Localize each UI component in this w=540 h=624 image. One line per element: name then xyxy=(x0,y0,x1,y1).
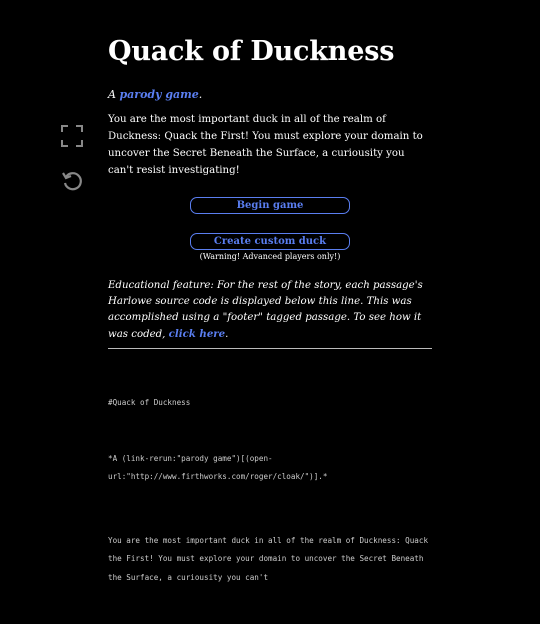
edu-suffix: . xyxy=(225,329,229,340)
intro-text: You are the most important duck in all of the realm of Duckness: Quack the First! You must explore your domain to uncover the Secret Beneath the Surface, a curiousity you can't resist investigating! xyxy=(108,114,423,176)
page-title: Quack of Duckness xyxy=(108,36,395,67)
parody-game-link[interactable]: parody game xyxy=(119,88,199,101)
source-line-tagline: *A (link-rerun:"parody game")[(open-url:"http://www.firthworks.com/roger/cloak/")].* xyxy=(108,453,328,481)
create-custom-duck-button[interactable]: Create custom duck xyxy=(190,233,350,250)
warning-text: (Warning! Advanced players only!) xyxy=(199,252,341,261)
tagline xyxy=(108,88,432,102)
fullscreen-icon xyxy=(61,125,83,147)
fullscreen-button[interactable] xyxy=(58,122,86,150)
source-line-intro: You are the most important duck in all of the realm of Duckness: Quack the First! You must explore your domain to uncover the Secret Beneath the Surface, a curiousity you can't xyxy=(108,535,433,582)
edu-text: Educational feature: For the rest of the story, each passage's Harlowe source code is displayed below this line. This was accomplished using a "footer" tagged passage. To see how it was coded, xyxy=(108,280,423,340)
begin-wrap xyxy=(108,193,432,214)
undo-icon xyxy=(61,169,83,191)
educational-note xyxy=(108,278,432,343)
source-line-title: #Quack of Duckness xyxy=(108,398,191,407)
tagline-suffix: . xyxy=(198,88,203,101)
undo-button[interactable] xyxy=(58,166,86,194)
custom-wrap xyxy=(108,229,432,250)
click-here-link[interactable]: click here xyxy=(168,328,226,340)
tagline-prefix: A xyxy=(108,88,120,101)
passage xyxy=(108,30,432,624)
divider xyxy=(108,348,432,349)
begin-game-button[interactable]: Begin game xyxy=(190,197,350,214)
source-code xyxy=(108,357,432,624)
